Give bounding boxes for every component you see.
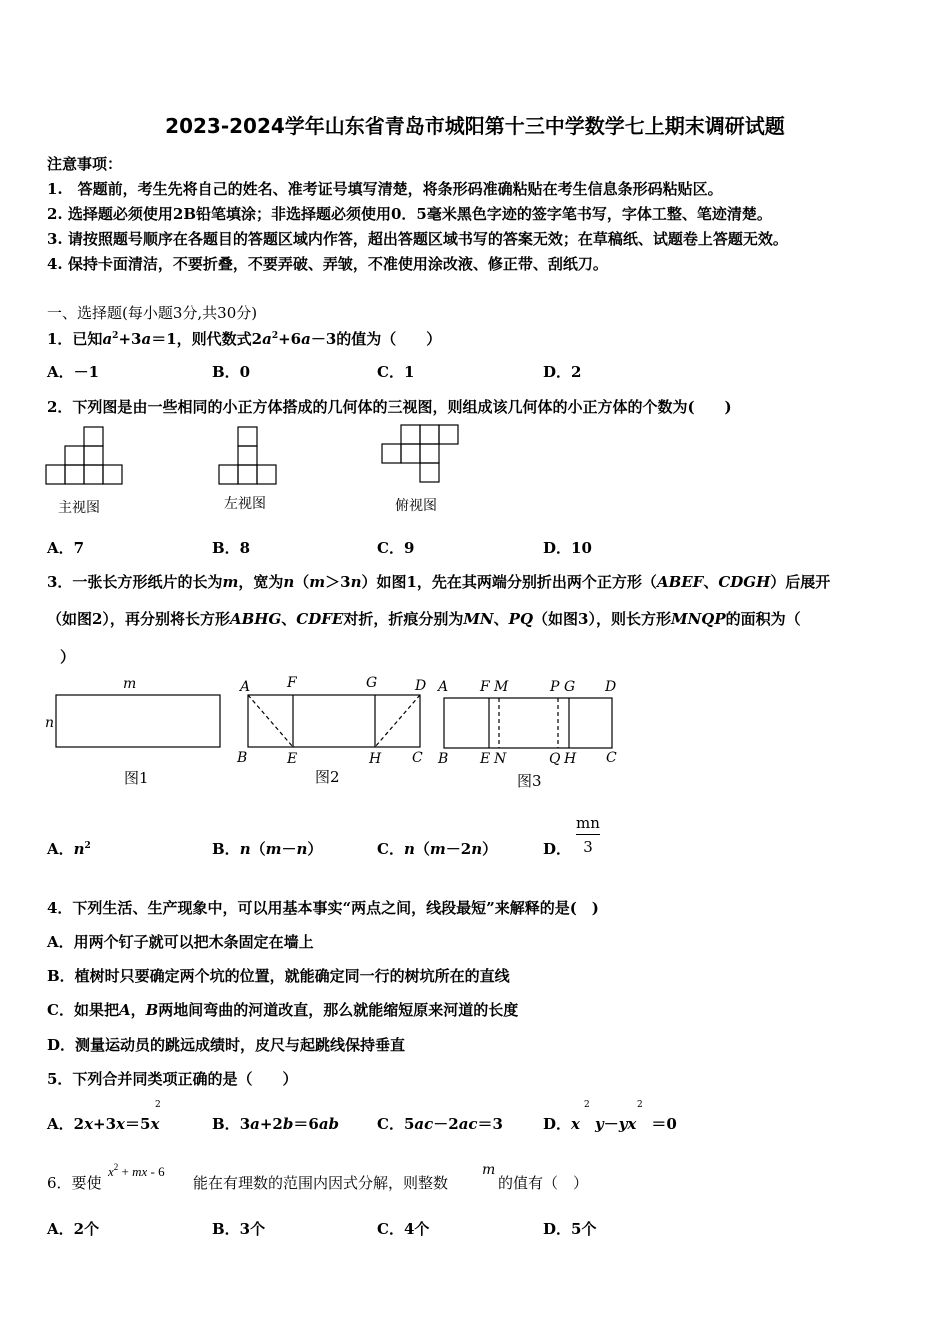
- fig3-label-p: P: [550, 679, 560, 695]
- fig2-label-g: G: [366, 675, 378, 691]
- fig3-caption: 图3: [517, 772, 542, 790]
- left-view-caption: 左视图: [224, 496, 266, 512]
- fig1-rectangle: [56, 695, 220, 747]
- question-4-option-a: A．用两个钉子就可以把木条固定在墙上: [47, 933, 314, 951]
- question-2-option-a: A．7: [47, 539, 85, 557]
- fig2-label-e: E: [287, 751, 298, 767]
- top-view-square: [439, 425, 458, 444]
- left-view-square: [238, 465, 257, 484]
- fig3-label-a: A: [438, 679, 449, 695]
- question-1-stem: 1．已知$a^2+3a=1$，则代数式$2a^2+6a-3$的值为（ ）: [47, 330, 442, 348]
- fig2-label-d: D: [415, 678, 427, 694]
- top-view-square: [382, 444, 401, 463]
- question-3-line-1: 3．一张长方形纸片的长为m，宽为n（m＞3n）如图1，先在其两端分别折出两个正方形（ABEF、CDGH）后展开: [47, 573, 831, 591]
- fig3-label-f: F: [480, 679, 490, 695]
- front-view-square: [65, 465, 84, 484]
- question-3-option-d-denominator: 3: [583, 838, 593, 856]
- notice-item-4: 4. 保持卡面清洁，不要折叠，不要弄破、弄皱，不准使用涂改液、修正带、刮纸刀。: [47, 255, 608, 273]
- question-3-option-d-fraction-bar: [576, 834, 600, 835]
- left-view-square: [238, 427, 257, 446]
- front-view-square: [103, 465, 122, 484]
- fig2-label-a: A: [240, 679, 251, 695]
- question-6-option-c: C．4个: [377, 1220, 430, 1238]
- question-1-option-c: C．1: [377, 363, 415, 381]
- fig3-label-g: G: [564, 679, 576, 695]
- front-view-square: [84, 465, 103, 484]
- front-view-square: [65, 446, 84, 465]
- fig3-label-b: B: [438, 751, 449, 767]
- question-6-variable-m: m: [482, 1162, 496, 1178]
- top-view-square: [420, 444, 439, 463]
- front-view-square: [84, 427, 103, 446]
- question-6-expression: $x^2$ + mx - 6: [108, 1162, 165, 1179]
- fig2-label-c: C: [412, 750, 423, 766]
- question-5-option-c: C．5ac－2ac＝3: [377, 1115, 503, 1133]
- question-2-stem: 2．下列图是由一些相同的小正方体搭成的几何体的三视图，则组成该几何体的小正方体的个数为( ): [47, 398, 732, 416]
- question-3-option-d: D．: [543, 840, 572, 858]
- question-6-option-d: D．5个: [543, 1220, 597, 1238]
- fig3-label-q: Q: [549, 751, 561, 767]
- fig2-label-b: B: [237, 750, 248, 766]
- top-view-square: [420, 463, 439, 482]
- question-1-option-d: D．2: [543, 363, 582, 381]
- fig1-label-n: n: [45, 715, 55, 731]
- question-5-option-a: A．2x+3x＝5x: [47, 1115, 160, 1133]
- left-view-square: [238, 446, 257, 465]
- left-view-square: [257, 465, 276, 484]
- question-3-option-d-numerator: mn: [576, 814, 600, 832]
- top-view-caption: 俯视图: [395, 498, 437, 514]
- question-6-mid: 能在有理数的范围内因式分解，则整数: [193, 1174, 449, 1192]
- front-view-caption: 主视图: [58, 500, 100, 516]
- question-2-option-c: C．9: [377, 539, 415, 557]
- notice-item-2: 2. 选择题必须使用2B铅笔填涂；非选择题必须使用0．5毫米黑色字迹的签字笔书写，字体工整、笔迹清楚。: [47, 205, 772, 223]
- notice-heading: 注意事项：: [47, 155, 123, 173]
- notice-item-3: 3. 请按照题号顺序在各题目的答题区域内作答，超出答题区域书写的答案无效；在草稿纸、试题卷上答题无效。: [47, 230, 788, 248]
- notice-item-1: 1. 答题前，考生先将自己的姓名、准考证号填写清楚，将条形码准确粘贴在考生信息条形码粘贴区。: [47, 180, 723, 198]
- question-4-option-b: B．植树时只要确定两个坑的位置，就能确定同一行的树坑所在的直线: [47, 967, 510, 985]
- question-3-option-b: B．n（m－n）: [212, 840, 323, 858]
- question-1-option-a: A．－1: [47, 363, 100, 381]
- fig2-label-f: F: [287, 675, 297, 691]
- fig2-rectangle: [248, 695, 420, 747]
- fig3-label-d: D: [605, 679, 617, 695]
- question-5-option-d-exponent-2: 2: [637, 1100, 643, 1110]
- left-view-square: [219, 465, 238, 484]
- question-5-option-d-exponent-1: 2: [584, 1100, 590, 1110]
- question-3-figures: [40, 672, 630, 792]
- fig3-label-c: C: [606, 750, 617, 766]
- top-view-square: [401, 425, 420, 444]
- question-1-option-b: B．0: [212, 363, 251, 381]
- fig2-dashed-ae: [248, 695, 293, 747]
- top-view-square: [420, 425, 439, 444]
- question-3-line-3: ）: [60, 648, 76, 666]
- fig3-label-e: E: [480, 751, 491, 767]
- question-5-option-b: B．3a+2b＝6ab: [212, 1115, 340, 1133]
- fig1-caption: 图1: [124, 769, 149, 787]
- question-5-option-d: D．x y－yx ＝0: [543, 1115, 677, 1133]
- question-4-option-c: C．如果把A，B两地间弯曲的河道改直，那么就能缩短原来河道的长度: [47, 1001, 519, 1019]
- fig3-label-n: N: [494, 751, 507, 767]
- question-6-num: 6．要使: [47, 1174, 102, 1192]
- fig2-dashed-dh: [375, 695, 420, 747]
- question-3-line-2: （如图2），再分别将长方形ABHG、CDFE对折，折痕分别为MN、PQ（如图3），则长方形MNQP的面积为（: [47, 610, 801, 628]
- fig1-label-m: m: [123, 676, 137, 692]
- question-2-option-d: D．10: [543, 539, 592, 557]
- question-3-option-c: C．n（m－2n）: [377, 840, 498, 858]
- front-view-square: [46, 465, 65, 484]
- question-4-option-d: D．测量运动员的跳远成绩时，皮尺与起跳线保持垂直: [47, 1036, 406, 1054]
- fig3-label-m: M: [494, 679, 509, 695]
- question-2-option-b: B．8: [212, 539, 251, 557]
- fig2-caption: 图2: [315, 768, 340, 786]
- front-view-square: [84, 446, 103, 465]
- section-heading: 一、选择题(每小题3分,共30分): [47, 304, 258, 322]
- fig2-label-h: H: [369, 751, 382, 767]
- question-6-tail: 的值有（ ）: [498, 1174, 589, 1192]
- question-6-option-a: A．2个: [47, 1220, 100, 1238]
- question-6-option-b: B．3个: [212, 1220, 266, 1238]
- page-title: 2023-2024学年山东省青岛市城阳第十三中学数学七上期末调研试题: [165, 114, 785, 138]
- question-4-stem: 4．下列生活、生产现象中，可以用基本事实“两点之间，线段最短”来解释的是( ): [47, 899, 599, 917]
- top-view-square: [401, 444, 420, 463]
- fig3-label-h: H: [564, 751, 577, 767]
- question-5-option-a-exponent: 2: [155, 1100, 161, 1110]
- fig3-rectangle: [444, 698, 612, 748]
- question-3-option-a: A．$n^2$: [47, 840, 91, 858]
- question-5-stem: 5．下列合并同类项正确的是（ ）: [47, 1070, 298, 1088]
